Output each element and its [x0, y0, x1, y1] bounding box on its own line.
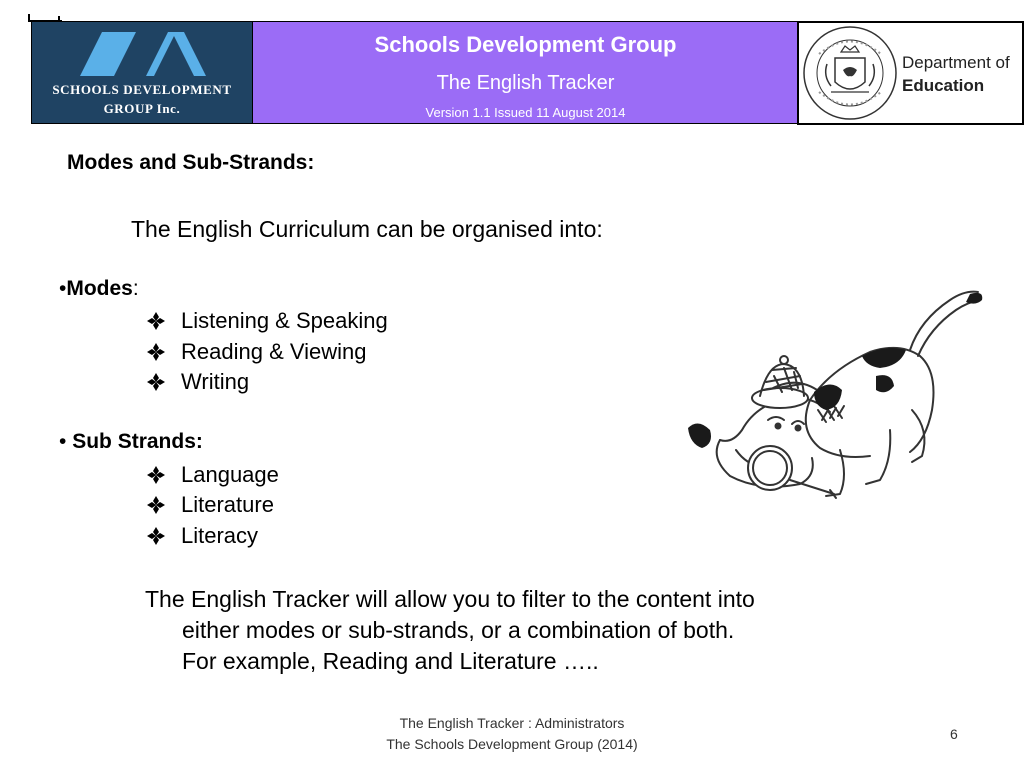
diamond-bullet-icon — [147, 343, 165, 361]
intro-text: The English Curriculum can be organised into: — [131, 216, 603, 242]
list-item — [147, 369, 249, 395]
closing-paragraph — [145, 584, 755, 677]
doe-logo-line1: Department of — [902, 53, 1010, 72]
section-heading: Modes and Sub-Strands: — [67, 151, 315, 174]
mode-item-label: Reading & Viewing — [181, 339, 367, 364]
wa-crest-icon — [801, 24, 899, 122]
footer-line2: The Schools Development Group (2014) — [386, 736, 638, 752]
mode-item-label: Listening & Speaking — [181, 308, 388, 333]
slide-header — [31, 21, 1024, 125]
diamond-bullet-icon — [147, 312, 165, 330]
sdg-roof-icon — [76, 28, 211, 80]
banner-title: Schools Development Group — [374, 32, 677, 57]
closing-line: either modes or sub-strands, or a combination of both. — [182, 617, 735, 643]
list-item — [147, 462, 279, 488]
sdg-logo-line2: GROUP Inc. — [103, 101, 181, 116]
page-number: 6 — [950, 726, 958, 742]
diamond-bullet-icon — [147, 373, 165, 391]
modes-label-suffix: : — [132, 277, 139, 300]
list-item — [147, 492, 274, 518]
modes-label — [59, 277, 139, 301]
modes-label-text: Modes — [66, 277, 133, 300]
closing-line: The English Tracker will allow you to filter to the content into — [145, 586, 755, 612]
banner-subtitle: The English Tracker — [436, 72, 615, 94]
list-item — [147, 308, 388, 334]
closing-line: For example, Reading and Literature ….. — [182, 648, 599, 674]
list-item — [147, 339, 367, 365]
title-banner — [253, 21, 798, 124]
sub-strand-item-label: Literacy — [181, 523, 259, 548]
mode-item-label: Writing — [181, 369, 250, 394]
doe-logo-line2: Education — [902, 76, 985, 95]
list-item — [147, 523, 258, 549]
doe-logo — [797, 21, 1024, 125]
detective-dog-icon — [680, 280, 990, 510]
sdg-logo — [31, 21, 253, 124]
diamond-bullet-icon — [147, 466, 165, 484]
sdg-logo-line1: SCHOOLS DEVELOPMENT — [52, 82, 232, 97]
modes-bullet: • — [59, 277, 67, 300]
footer-line1: The English Tracker : Administrators — [399, 715, 625, 731]
sub-strands-label — [59, 430, 203, 454]
diamond-bullet-icon — [147, 496, 165, 514]
diamond-bullet-icon — [147, 527, 165, 545]
banner-version: Version 1.1 Issued 11 August 2014 — [425, 105, 626, 120]
sub-strands-bullet: • — [59, 430, 67, 453]
sub-strands-label-text: Sub Strands: — [72, 430, 203, 453]
slide-footer — [322, 713, 702, 755]
sub-strand-item-label: Language — [181, 462, 279, 487]
sub-strand-item-label: Literature — [181, 492, 274, 517]
